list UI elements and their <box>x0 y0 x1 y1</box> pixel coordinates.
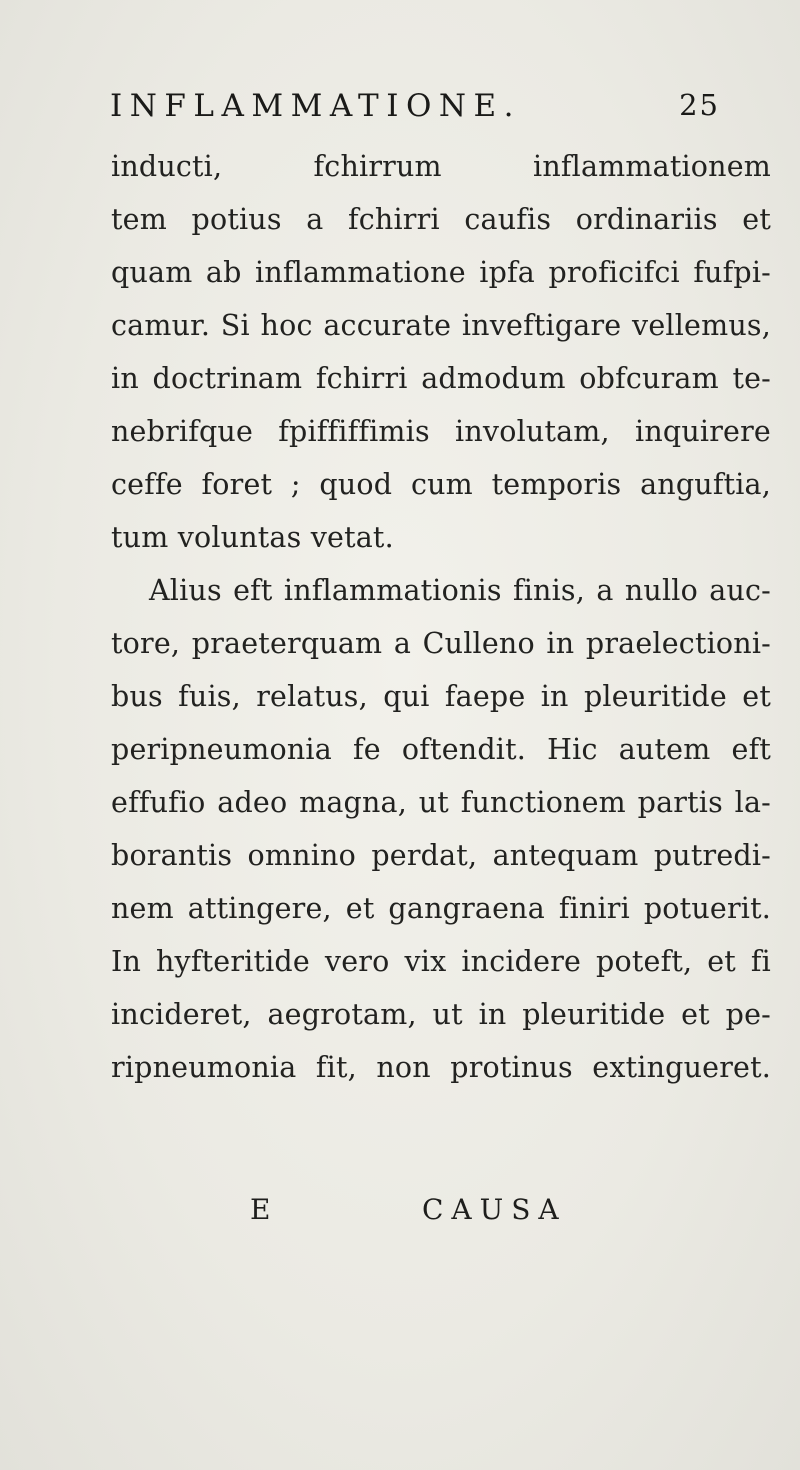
text-line: nebrifque fpiffiffimis involutam, inquirere <box>111 415 771 448</box>
text-line: inducti, fchirrum inflammationem <box>111 150 771 183</box>
running-head-title: INFLAMMATIONE. <box>110 88 521 124</box>
text-line: In hyfteritide vero vix incidere poteft, et fi <box>111 945 771 978</box>
text-line: bus fuis, relatus, qui faepe in pleuritide et <box>111 680 771 713</box>
text-line: tem potius a fchirri caufis ordinariis et <box>111 203 771 236</box>
text-line: peripneumonia fe oftendit. Hic autem eft <box>111 733 771 766</box>
text-line: tum voluntas vetat. <box>111 521 394 554</box>
page-number: 25 <box>679 88 720 122</box>
text-line: effufio adeo magna, ut functionem partis la- <box>111 786 771 819</box>
catchword: CAUSA <box>422 1193 567 1226</box>
text-line: Alius eft inflammationis finis, a nullo auc- <box>149 574 771 607</box>
text-line: ripneumonia fit, non protinus extingueret. <box>111 1051 771 1084</box>
text-line: tore, praeterquam a Culleno in praelectioni- <box>111 627 771 660</box>
body-text <box>111 140 771 1094</box>
text-line: in doctrinam fchirri admodum obfcuram te- <box>111 362 771 395</box>
catchline <box>250 1193 670 1233</box>
text-line: ceffe foret ; quod cum temporis anguftia, <box>111 468 771 501</box>
running-head <box>110 88 750 132</box>
text-line: incideret, aegrotam, ut in pleuritide et pe- <box>111 998 771 1031</box>
text-line: quam ab inflammatione ipfa proficifci fufpi- <box>111 256 771 289</box>
text-line: nem attingere, et gangraena finiri potuerit. <box>111 892 771 925</box>
signature-mark: E <box>250 1193 271 1226</box>
text-line: camur. Si hoc accurate inveftigare vellemus, <box>111 309 771 342</box>
text-line: borantis omnino perdat, antequam putredi- <box>111 839 771 872</box>
